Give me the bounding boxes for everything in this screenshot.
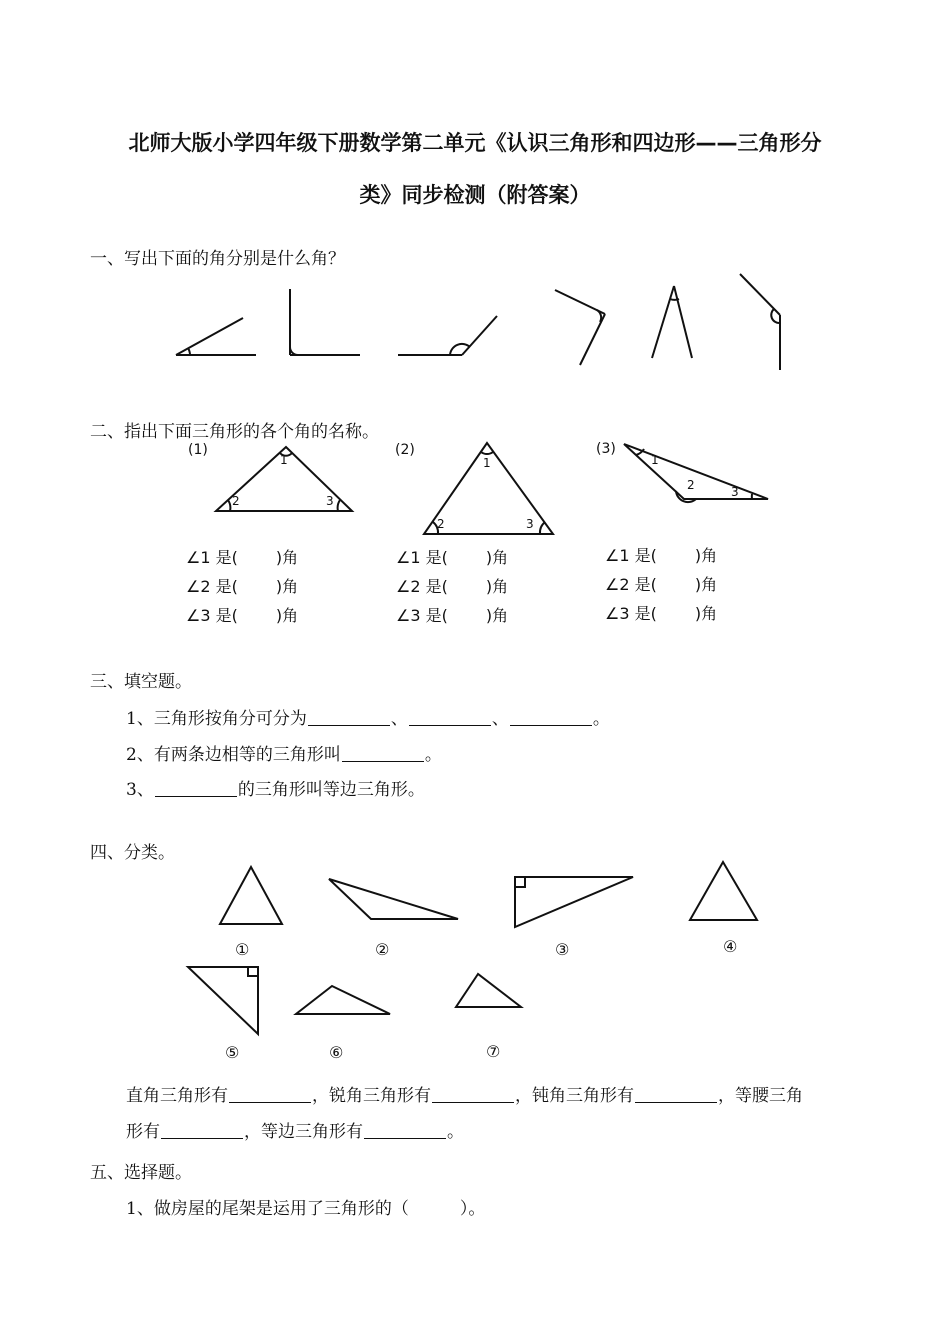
classify-mark-4: ④ — [723, 937, 738, 956]
angle-acute-figure — [176, 318, 256, 355]
angle-num-1a: 1 — [280, 453, 288, 467]
angle-num-2b: 2 — [437, 517, 445, 531]
classify-paragraph: 直角三角形有 ，锐角三角形有 ，钝角三角形有 ，等腰三角 形有 ，等边三角形有 。 — [126, 1086, 803, 1142]
triangle-label-1: (1) — [188, 442, 208, 458]
angle-acute2-figure — [652, 286, 692, 358]
angle-num-1b: 1 — [483, 456, 491, 470]
angle-obtuse2-figure — [555, 290, 605, 365]
triangle-label-2: (2) — [395, 442, 415, 458]
answer-line: ∠1 是( )角 — [186, 548, 299, 567]
classify-mark-1: ① — [235, 940, 250, 959]
answer-blank[interactable] — [432, 1086, 514, 1103]
section-5-heading: 五、选择题。 — [90, 1163, 192, 1183]
classify-triangle-1 — [220, 867, 282, 924]
classify-triangle-6 — [296, 986, 390, 1014]
answer-blank[interactable] — [409, 709, 491, 726]
angle-num-2a: 2 — [232, 494, 240, 508]
classify-mark-7: ⑦ — [486, 1042, 501, 1061]
classify-mark-3: ③ — [555, 940, 570, 959]
classify-triangle-7 — [456, 974, 521, 1007]
answer-blank[interactable] — [155, 780, 237, 797]
answer-line: ∠2 是( )角 — [605, 575, 718, 594]
answer-blank[interactable] — [364, 1122, 446, 1139]
answer-blank[interactable] — [229, 1086, 311, 1103]
fill-question-1: 1、三角形按角分可分为 、 、 。 — [126, 709, 610, 729]
answer-blank[interactable] — [308, 709, 390, 726]
classify-triangle-4 — [690, 862, 757, 920]
section-1-heading: 一、写出下面的角分别是什么角？ — [90, 249, 345, 269]
choice-question-1: 1、做房屋的尾架是运用了三角形的（ ）。 — [126, 1199, 486, 1219]
answer-line: ∠2 是( )角 — [396, 577, 509, 596]
section-3-heading: 三、填空题。 — [90, 672, 192, 692]
answer-line: ∠2 是( )角 — [186, 577, 299, 596]
classify-triangle-2 — [329, 879, 458, 919]
classify-mark-6: ⑥ — [329, 1043, 344, 1062]
section-2-heading: 二、指出下面三角形的各个角的名称。 — [90, 422, 379, 442]
classify-triangle-5 — [188, 967, 258, 1034]
page-title-line1: 北师大版小学四年级下册数学第二单元《认识三角形和四边形——三角形分 — [128, 131, 822, 155]
triangle-3-figure — [624, 444, 768, 502]
answer-line: ∠1 是( )角 — [605, 546, 718, 565]
page-title-line2: 类》同步检测（附答案） — [359, 183, 591, 207]
angle-num-1c: 1 — [651, 453, 659, 467]
answer-blank[interactable] — [635, 1086, 717, 1103]
angle-num-3b: 3 — [526, 517, 534, 531]
angle-num-2c: 2 — [687, 478, 695, 492]
answer-blank[interactable] — [161, 1122, 243, 1139]
classify-mark-2: ② — [375, 940, 390, 959]
answer-line: ∠3 是( )角 — [396, 606, 509, 625]
triangle-label-3: (3) — [596, 441, 616, 457]
answer-blank[interactable] — [342, 745, 424, 762]
answer-blank[interactable] — [510, 709, 592, 726]
answer-line: ∠3 是( )角 — [186, 606, 299, 625]
angle-num-3a: 3 — [326, 494, 334, 508]
angle-obtuse3-figure — [740, 274, 780, 370]
classify-mark-5: ⑤ — [225, 1043, 240, 1062]
section-4-heading: 四、分类。 — [90, 843, 175, 863]
answer-line: ∠3 是( )角 — [605, 604, 718, 623]
fill-question-2: 2、有两条边相等的三角形叫 。 — [126, 745, 442, 765]
angle-obtuse-figure — [398, 316, 497, 355]
angle-right-figure — [290, 289, 360, 355]
answer-line: ∠1 是( )角 — [396, 548, 509, 567]
classify-triangle-3 — [515, 877, 633, 927]
angle-num-3c: 3 — [731, 485, 739, 499]
fill-question-3: 3、 的三角形叫等边三角形。 — [126, 780, 425, 800]
